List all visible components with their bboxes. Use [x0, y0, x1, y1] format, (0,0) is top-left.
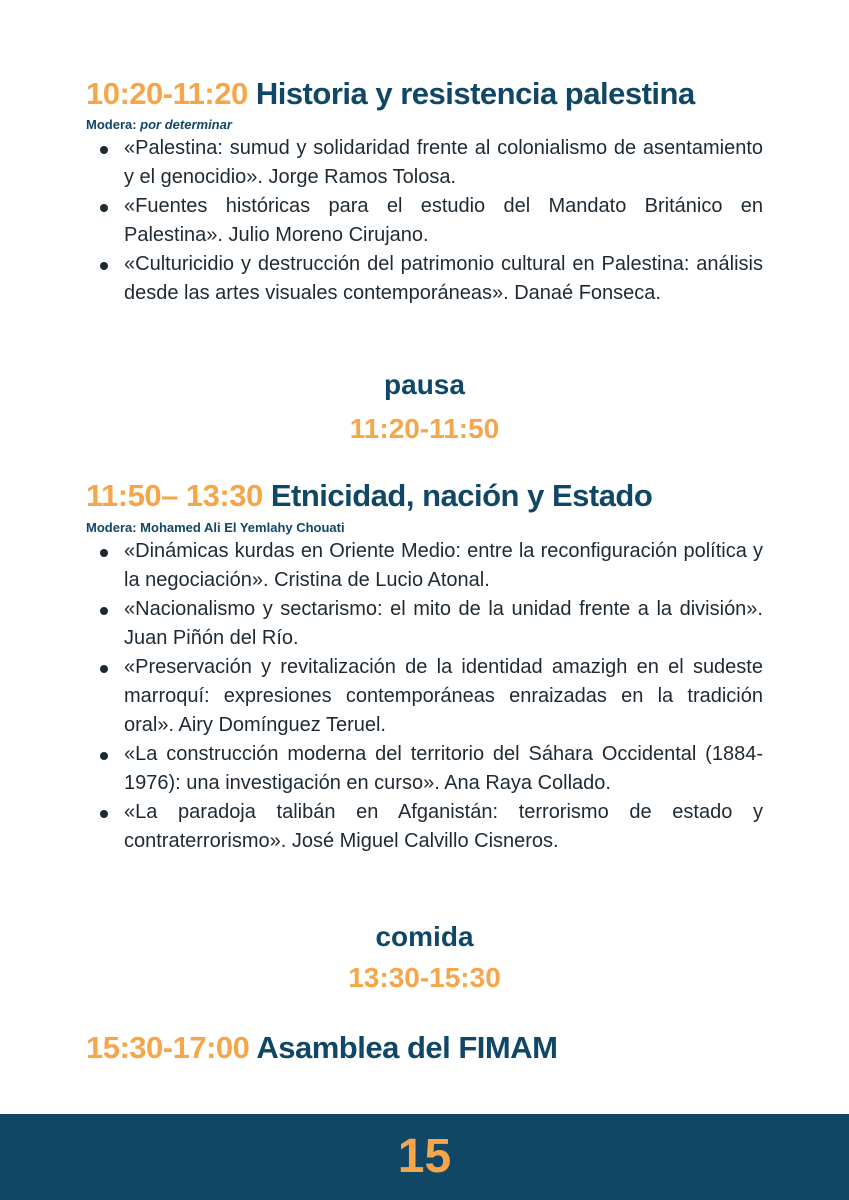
session-1-talk-list: [86, 134, 763, 308]
break-1-time: 11:20-11:50: [349, 413, 500, 444]
bullet-icon: [100, 549, 108, 557]
session-1-time: 10:20-11:20: [86, 76, 248, 111]
bullet-icon: [100, 262, 108, 270]
break-1-label: pausa: [384, 369, 465, 400]
talk-text: «La paradoja talibán en Afganistán: terrorismo de estado y contraterrorismo». José Miguel Calvillo Cisneros.: [124, 801, 763, 852]
moderator-label: Modera:: [86, 520, 141, 535]
bullet-icon: [100, 665, 108, 673]
talk-item: [86, 250, 763, 308]
session-1-heading: [86, 76, 695, 112]
talk-text: «Preservación y revitalización de la identidad amazigh en el sudeste marroquí: expresiones contemporáneas enraizadas en la tradición oral». Airy Domínguez Teruel.: [124, 656, 763, 736]
talk-text: «Fuentes históricas para el estudio del Mandato Británico en Palestina». Julio Moreno Cirujano.: [124, 195, 763, 246]
session-2-moderator: [86, 520, 345, 536]
session-3-heading: [86, 1030, 557, 1066]
talk-item: [86, 798, 763, 856]
moderator-label: Modera:: [86, 117, 141, 132]
bullet-icon: [100, 752, 108, 760]
talk-text: «Nacionalismo y sectarismo: el mito de la unidad frente a la división». Juan Piñón del Río.: [124, 598, 763, 649]
session-2-heading: [86, 478, 652, 514]
bullet-icon: [100, 204, 108, 212]
moderator-name: por determinar: [140, 117, 232, 132]
session-2-title: Etnicidad, nación y Estado: [270, 478, 653, 513]
talk-text: «Dinámicas kurdas en Oriente Medio: entre la reconfiguración política y la negociación». Cristina de Lucio Atonal.: [124, 540, 763, 591]
session-3-title: Asamblea del FIMAM: [256, 1030, 558, 1065]
session-3-time: 15:30-17:00: [86, 1030, 250, 1065]
bullet-icon: [100, 810, 108, 818]
talk-item: [86, 595, 763, 653]
moderator-name: Mohamed Ali El Yemlahy Chouati: [140, 520, 345, 535]
talk-text: «Palestina: sumud y solidaridad frente al colonialismo de asentamiento y el genocidio». Jorge Ramos Tolosa.: [124, 137, 763, 188]
talk-item: [86, 192, 763, 250]
talk-text: «La construcción moderna del territorio del Sáhara Occidental (1884-1976): una investigación en curso». Ana Raya Collado.: [124, 743, 763, 794]
break-2-label: comida: [375, 921, 474, 952]
session-1-title: Historia y resistencia palestina: [255, 76, 695, 111]
session-2-time: 11:50– 13:30: [86, 478, 263, 513]
session-2-talk-list: [86, 537, 763, 856]
break-2-time: 13:30-15:30: [348, 962, 501, 993]
talk-item: [86, 134, 763, 192]
bullet-icon: [100, 607, 108, 615]
bullet-icon: [100, 146, 108, 154]
talk-text: «Culturicidio y destrucción del patrimonio cultural en Palestina: análisis desde las artes visuales contemporáneas». Danaé Fonseca.: [124, 253, 763, 304]
talk-item: [86, 653, 763, 740]
session-1-moderator: [86, 117, 232, 133]
talk-item: [86, 740, 763, 798]
talk-item: [86, 537, 763, 595]
page-number: 15: [397, 1130, 452, 1183]
footer-bar: [0, 1114, 849, 1200]
